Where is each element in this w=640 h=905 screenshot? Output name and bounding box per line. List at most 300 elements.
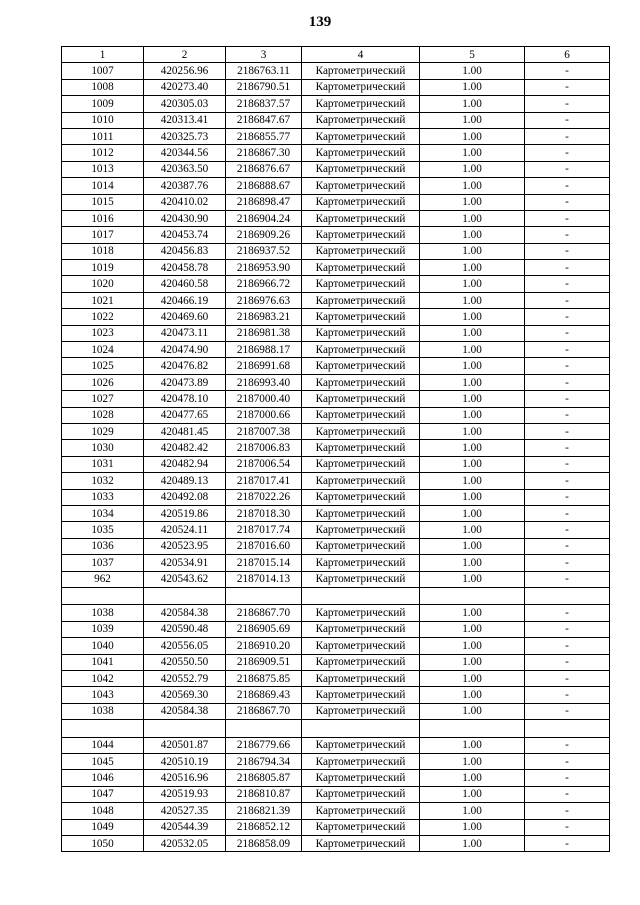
table-row: [62, 571, 610, 587]
table-cell: 1.00: [420, 243, 525, 259]
table-cell: 2187017.41: [226, 473, 302, 489]
table-row: [62, 786, 610, 802]
table-cell: 1.00: [420, 194, 525, 210]
table-cell: Картометрический: [302, 325, 420, 341]
table-cell: [302, 720, 420, 738]
table-cell: 420273.40: [144, 79, 226, 95]
table-row: [62, 260, 610, 276]
table-cell: -: [525, 819, 610, 835]
table-cell: 420584.38: [144, 703, 226, 719]
table-cell: 420387.76: [144, 178, 226, 194]
table-row: [62, 703, 610, 719]
table-cell: 420474.90: [144, 342, 226, 358]
table-cell: 420477.65: [144, 407, 226, 423]
table-cell: -: [525, 505, 610, 521]
table-cell: 1.00: [420, 670, 525, 686]
table-cell: 1.00: [420, 112, 525, 128]
table-row: [62, 358, 610, 374]
coordinates-table: [61, 46, 610, 852]
table-cell: 1035: [62, 522, 144, 538]
table-cell: 1013: [62, 161, 144, 177]
table-cell: 420476.82: [144, 358, 226, 374]
table-cell: -: [525, 128, 610, 144]
table-cell: Картометрический: [302, 638, 420, 654]
table-row: [62, 423, 610, 439]
table-cell: 2186937.52: [226, 243, 302, 259]
table-cell: 420519.86: [144, 505, 226, 521]
column-header: 4: [302, 47, 420, 63]
table-row: [62, 79, 610, 95]
table-cell: 1031: [62, 456, 144, 472]
table-cell: 2186981.38: [226, 325, 302, 341]
table-cell: 1049: [62, 819, 144, 835]
table-cell: 420584.38: [144, 605, 226, 621]
table-cell: 420532.05: [144, 835, 226, 851]
table-cell: 2186983.21: [226, 309, 302, 325]
table-cell: 420527.35: [144, 803, 226, 819]
table-cell: 420516.96: [144, 770, 226, 786]
table-cell: 1.00: [420, 309, 525, 325]
table-cell: -: [525, 325, 610, 341]
table-cell: Картометрический: [302, 687, 420, 703]
table-cell: -: [525, 63, 610, 79]
column-header: 3: [226, 47, 302, 63]
table-cell: [525, 720, 610, 738]
table-cell: 1.00: [420, 276, 525, 292]
table-cell: 420466.19: [144, 292, 226, 308]
table-cell: -: [525, 342, 610, 358]
column-header: 2: [144, 47, 226, 63]
table-cell: Картометрический: [302, 835, 420, 851]
table-cell: 1.00: [420, 571, 525, 587]
table-cell: 2187015.14: [226, 555, 302, 571]
table-cell: 2186763.11: [226, 63, 302, 79]
table-cell: -: [525, 210, 610, 226]
table-row: [62, 522, 610, 538]
table-cell: Картометрический: [302, 605, 420, 621]
table-cell: Картометрический: [302, 440, 420, 456]
table-cell: Картометрический: [302, 260, 420, 276]
column-header: 6: [525, 47, 610, 63]
table-row: [62, 161, 610, 177]
table-cell: 2186858.09: [226, 835, 302, 851]
table-header-row: [62, 47, 610, 63]
table-row: [62, 720, 610, 738]
table-cell: 1039: [62, 621, 144, 637]
table-cell: Картометрический: [302, 770, 420, 786]
table-row: [62, 754, 610, 770]
table-cell: 420544.39: [144, 819, 226, 835]
table-cell: 420482.94: [144, 456, 226, 472]
table-row: [62, 145, 610, 161]
table-cell: 1017: [62, 227, 144, 243]
table-cell: 420510.19: [144, 754, 226, 770]
table-cell: Картометрический: [302, 342, 420, 358]
table-row: [62, 605, 610, 621]
table-row: [62, 538, 610, 554]
table-cell: -: [525, 687, 610, 703]
table-cell: Картометрический: [302, 407, 420, 423]
table-cell: 2187006.54: [226, 456, 302, 472]
table-cell: 2186988.17: [226, 342, 302, 358]
table-cell: 1029: [62, 423, 144, 439]
table-cell: -: [525, 538, 610, 554]
table-cell: 2186869.43: [226, 687, 302, 703]
table-cell: 2186790.51: [226, 79, 302, 95]
table-cell: 420256.96: [144, 63, 226, 79]
table-cell: -: [525, 605, 610, 621]
table-cell: 1.00: [420, 358, 525, 374]
table-cell: Картометрический: [302, 194, 420, 210]
table-cell: -: [525, 489, 610, 505]
table-cell: 1021: [62, 292, 144, 308]
table-cell: -: [525, 391, 610, 407]
table-cell: 1041: [62, 654, 144, 670]
table-cell: -: [525, 571, 610, 587]
table-cell: -: [525, 309, 610, 325]
table-cell: 2186837.57: [226, 96, 302, 112]
table-cell: 1.00: [420, 770, 525, 786]
table-cell: 1.00: [420, 621, 525, 637]
table-cell: 1010: [62, 112, 144, 128]
table-cell: 420552.79: [144, 670, 226, 686]
table-cell: -: [525, 260, 610, 276]
table-cell: -: [525, 703, 610, 719]
table-cell: -: [525, 440, 610, 456]
table-cell: -: [525, 770, 610, 786]
table-cell: 420481.45: [144, 423, 226, 439]
table-cell: 1028: [62, 407, 144, 423]
table-cell: 420305.03: [144, 96, 226, 112]
table-cell: -: [525, 835, 610, 851]
table-cell: 1020: [62, 276, 144, 292]
table-cell: 2186904.24: [226, 210, 302, 226]
table-cell: 1037: [62, 555, 144, 571]
table-cell: 1024: [62, 342, 144, 358]
table-cell: 1.00: [420, 96, 525, 112]
table-cell: -: [525, 670, 610, 686]
table-cell: 420523.95: [144, 538, 226, 554]
table-cell: 962: [62, 571, 144, 587]
table-cell: 420430.90: [144, 210, 226, 226]
table-row: [62, 325, 610, 341]
table-cell: -: [525, 276, 610, 292]
table-cell: 1022: [62, 309, 144, 325]
table-cell: Картометрический: [302, 505, 420, 521]
table-cell: 1033: [62, 489, 144, 505]
table-cell: 1011: [62, 128, 144, 144]
table-cell: 1.00: [420, 555, 525, 571]
table-cell: 1026: [62, 374, 144, 390]
table-cell: 420473.11: [144, 325, 226, 341]
table-cell: 420556.05: [144, 638, 226, 654]
table-row: [62, 276, 610, 292]
table-cell: 1.00: [420, 342, 525, 358]
table-cell: 1046: [62, 770, 144, 786]
table-cell: 1.00: [420, 687, 525, 703]
table-cell: 1.00: [420, 407, 525, 423]
table-cell: -: [525, 194, 610, 210]
table-cell: 1047: [62, 786, 144, 802]
table-cell: Картометрический: [302, 571, 420, 587]
table-cell: 2186909.26: [226, 227, 302, 243]
table-cell: 1.00: [420, 505, 525, 521]
table-cell: 2186910.20: [226, 638, 302, 654]
table-cell: 2186966.72: [226, 276, 302, 292]
table-cell: 1.00: [420, 210, 525, 226]
table-cell: -: [525, 145, 610, 161]
table-cell: 1034: [62, 505, 144, 521]
table-cell: 420482.42: [144, 440, 226, 456]
table-cell: Картометрический: [302, 178, 420, 194]
table-cell: 1.00: [420, 63, 525, 79]
table-cell: 1009: [62, 96, 144, 112]
table-cell: 2186794.34: [226, 754, 302, 770]
table-cell: [525, 587, 610, 605]
table-row: [62, 473, 610, 489]
table-cell: 1.00: [420, 638, 525, 654]
table-cell: 1048: [62, 803, 144, 819]
table-cell: -: [525, 621, 610, 637]
table-cell: 2186805.87: [226, 770, 302, 786]
table-cell: -: [525, 227, 610, 243]
table-row: [62, 621, 610, 637]
table-cell: 420469.60: [144, 309, 226, 325]
table-cell: 1018: [62, 243, 144, 259]
table-cell: Картометрический: [302, 210, 420, 226]
table-row: [62, 819, 610, 835]
table-cell: 2186875.85: [226, 670, 302, 686]
table-cell: 420460.58: [144, 276, 226, 292]
table-cell: 1.00: [420, 538, 525, 554]
table-cell: 420492.08: [144, 489, 226, 505]
table-cell: 1.00: [420, 473, 525, 489]
table-cell: 1045: [62, 754, 144, 770]
table-cell: 420569.30: [144, 687, 226, 703]
table-cell: 1012: [62, 145, 144, 161]
table-cell: 420410.02: [144, 194, 226, 210]
table-cell: Картометрический: [302, 456, 420, 472]
table-cell: 1.00: [420, 391, 525, 407]
table-cell: 1023: [62, 325, 144, 341]
table-cell: -: [525, 803, 610, 819]
table-cell: 1.00: [420, 325, 525, 341]
table-cell: Картометрический: [302, 703, 420, 719]
table-cell: 1.00: [420, 754, 525, 770]
table-row: [62, 63, 610, 79]
table-cell: 420524.11: [144, 522, 226, 538]
table-cell: [302, 587, 420, 605]
table-cell: 2187000.66: [226, 407, 302, 423]
table-cell: 1.00: [420, 440, 525, 456]
table-cell: Картометрический: [302, 243, 420, 259]
table-cell: Картометрический: [302, 670, 420, 686]
table-cell: 420456.83: [144, 243, 226, 259]
table-cell: 2186991.68: [226, 358, 302, 374]
table-cell: 420453.74: [144, 227, 226, 243]
table-cell: 1007: [62, 63, 144, 79]
table-cell: -: [525, 522, 610, 538]
table-cell: 1042: [62, 670, 144, 686]
table-cell: 1.00: [420, 489, 525, 505]
table-cell: 420478.10: [144, 391, 226, 407]
table-cell: 1027: [62, 391, 144, 407]
table-row: [62, 803, 610, 819]
table-cell: Картометрический: [302, 621, 420, 637]
table-cell: 1.00: [420, 227, 525, 243]
table-cell: [62, 587, 144, 605]
table-cell: 1.00: [420, 522, 525, 538]
table-cell: 1.00: [420, 703, 525, 719]
table-cell: Картометрический: [302, 538, 420, 554]
table-cell: 2186821.39: [226, 803, 302, 819]
table-cell: -: [525, 243, 610, 259]
table-cell: 2186876.67: [226, 161, 302, 177]
table-cell: 1038: [62, 703, 144, 719]
table-cell: 1040: [62, 638, 144, 654]
table-cell: 1.00: [420, 737, 525, 753]
table-cell: 1036: [62, 538, 144, 554]
table-cell: 1044: [62, 737, 144, 753]
table-cell: 2186810.87: [226, 786, 302, 802]
table-row: [62, 835, 610, 851]
table-cell: Картометрический: [302, 374, 420, 390]
table-cell: 1038: [62, 605, 144, 621]
table-cell: 420325.73: [144, 128, 226, 144]
table-cell: 1.00: [420, 161, 525, 177]
table-body: [62, 63, 610, 852]
table-cell: 2186867.70: [226, 605, 302, 621]
table-row: [62, 737, 610, 753]
table-cell: 1.00: [420, 374, 525, 390]
table-cell: -: [525, 555, 610, 571]
table-cell: Картометрический: [302, 79, 420, 95]
table-cell: [144, 720, 226, 738]
table-cell: Картометрический: [302, 473, 420, 489]
table-cell: Картометрический: [302, 276, 420, 292]
table-cell: 2187014.13: [226, 571, 302, 587]
table-row: [62, 112, 610, 128]
table-cell: 2186993.40: [226, 374, 302, 390]
table-cell: 1.00: [420, 605, 525, 621]
table-cell: Картометрический: [302, 489, 420, 505]
table-cell: Картометрический: [302, 358, 420, 374]
table-cell: 420344.56: [144, 145, 226, 161]
table-cell: Картометрический: [302, 754, 420, 770]
table-cell: 420534.91: [144, 555, 226, 571]
table-cell: 1.00: [420, 803, 525, 819]
table-cell: 1019: [62, 260, 144, 276]
table-cell: 2187007.38: [226, 423, 302, 439]
table-cell: -: [525, 423, 610, 439]
table-cell: 420489.13: [144, 473, 226, 489]
table-cell: -: [525, 161, 610, 177]
table-row: [62, 489, 610, 505]
table-cell: Картометрический: [302, 292, 420, 308]
table-row: [62, 505, 610, 521]
table-cell: Картометрический: [302, 803, 420, 819]
table-cell: 2186898.47: [226, 194, 302, 210]
table-cell: -: [525, 79, 610, 95]
table-row: [62, 391, 610, 407]
table-cell: 1.00: [420, 819, 525, 835]
table-cell: 1.00: [420, 79, 525, 95]
table-cell: 420458.78: [144, 260, 226, 276]
table-cell: 2186953.90: [226, 260, 302, 276]
table-cell: 2186867.70: [226, 703, 302, 719]
table-cell: 2187006.83: [226, 440, 302, 456]
table-cell: 2186847.67: [226, 112, 302, 128]
table-row: [62, 178, 610, 194]
table-cell: -: [525, 178, 610, 194]
table-cell: 1.00: [420, 145, 525, 161]
column-header: 1: [62, 47, 144, 63]
table-cell: 1.00: [420, 292, 525, 308]
table-cell: Картометрический: [302, 309, 420, 325]
table-row: [62, 638, 610, 654]
table-cell: 2187022.26: [226, 489, 302, 505]
table-cell: 2187000.40: [226, 391, 302, 407]
table-cell: -: [525, 786, 610, 802]
table-row: [62, 194, 610, 210]
table-cell: 1015: [62, 194, 144, 210]
table-cell: -: [525, 473, 610, 489]
table-cell: Картометрический: [302, 63, 420, 79]
table-cell: Картометрический: [302, 423, 420, 439]
table-cell: [144, 587, 226, 605]
table-cell: 2187016.60: [226, 538, 302, 554]
table-cell: 420501.87: [144, 737, 226, 753]
table-cell: 2186867.30: [226, 145, 302, 161]
table-cell: [226, 587, 302, 605]
table-row: [62, 670, 610, 686]
table-row: [62, 292, 610, 308]
table-cell: 2187018.30: [226, 505, 302, 521]
page-number: 139: [308, 14, 332, 30]
table-cell: 420550.50: [144, 654, 226, 670]
table-cell: 2186855.77: [226, 128, 302, 144]
table-cell: 420473.89: [144, 374, 226, 390]
table-cell: -: [525, 112, 610, 128]
table-row: [62, 555, 610, 571]
table-cell: -: [525, 358, 610, 374]
table-cell: 1050: [62, 835, 144, 851]
table-cell: 420519.93: [144, 786, 226, 802]
table-cell: 2186779.66: [226, 737, 302, 753]
table-cell: 2186888.67: [226, 178, 302, 194]
table-cell: Картометрический: [302, 161, 420, 177]
table-row: [62, 440, 610, 456]
table-cell: 1.00: [420, 178, 525, 194]
table-row: [62, 687, 610, 703]
table-cell: 2186909.51: [226, 654, 302, 670]
table-row: [62, 227, 610, 243]
table-row: [62, 654, 610, 670]
table-cell: Картометрический: [302, 112, 420, 128]
table-cell: Картометрический: [302, 227, 420, 243]
table-cell: 1.00: [420, 456, 525, 472]
table-cell: -: [525, 374, 610, 390]
table-cell: 1.00: [420, 835, 525, 851]
table-cell: 2187017.74: [226, 522, 302, 538]
table-row: [62, 210, 610, 226]
table-cell: Картометрический: [302, 786, 420, 802]
table-cell: 1.00: [420, 786, 525, 802]
table-cell: [420, 720, 525, 738]
table-cell: 1032: [62, 473, 144, 489]
table-cell: Картометрический: [302, 654, 420, 670]
table-cell: Картометрический: [302, 145, 420, 161]
